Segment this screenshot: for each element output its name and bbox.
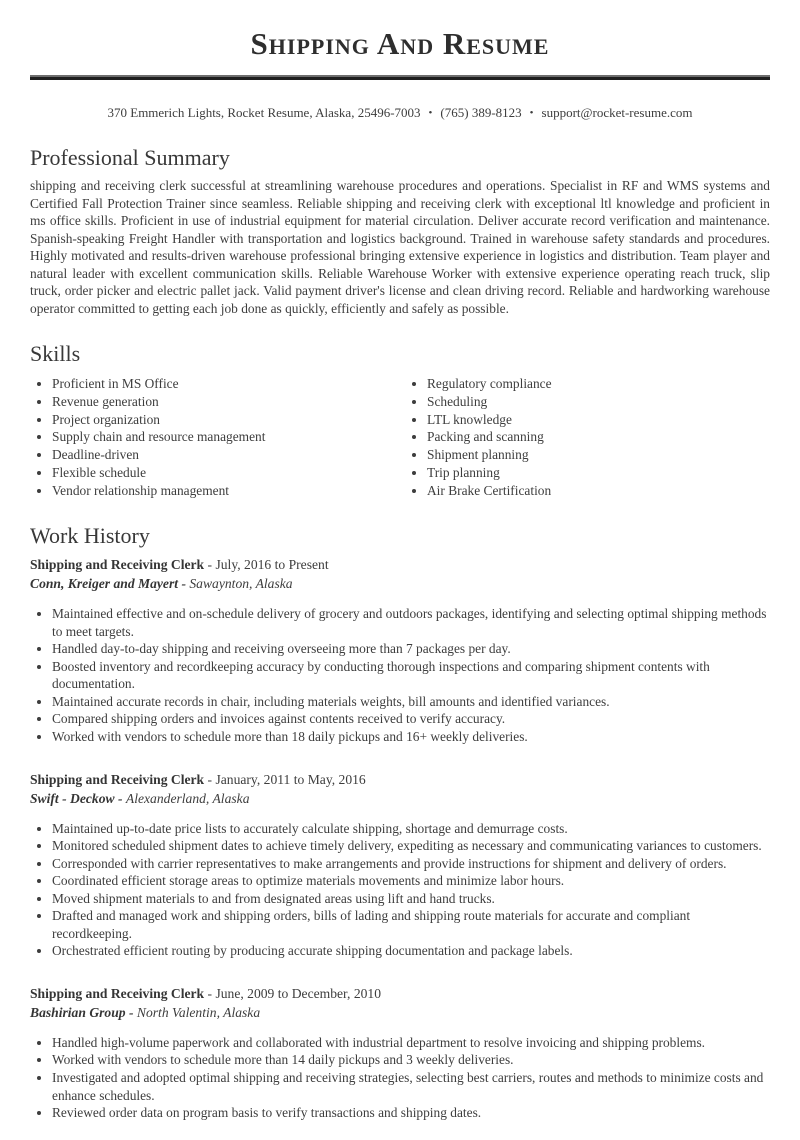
job-company-line xyxy=(30,791,770,807)
job-title-line xyxy=(30,557,770,573)
job-title-separator: - xyxy=(204,771,216,787)
dot-separator-icon: • xyxy=(428,107,433,119)
job-company-separator: - xyxy=(114,790,126,806)
job-bullet: • Handled high-volume paperwork and collaborated with industrial department to resolve invoicing and shipping problems. xyxy=(52,1034,770,1052)
resume-header xyxy=(30,26,770,121)
job-bullet-list xyxy=(30,820,770,960)
contact-email: support@rocket-resume.com xyxy=(541,105,693,120)
contact-address: 370 Emmerich Lights, Rocket Resume, Alaska, 25496-7003 xyxy=(107,105,421,120)
job-dates: June, 2009 to December, 2010 xyxy=(215,985,382,1001)
job-bullet-list xyxy=(30,605,770,745)
job-title-line xyxy=(30,772,770,788)
job-dates: January, 2011 to May, 2016 xyxy=(215,771,366,787)
job-dates: July, 2016 to Present xyxy=(215,557,329,573)
job-entry xyxy=(30,986,770,1122)
skills-list-left xyxy=(30,375,405,499)
job-title-line xyxy=(30,986,770,1002)
skills-section xyxy=(30,341,770,499)
skill-item: • Air Brake Certification xyxy=(427,482,770,500)
dot-separator-icon: • xyxy=(529,107,534,119)
job-company-separator: - xyxy=(125,1004,137,1020)
skills-columns xyxy=(30,375,770,499)
job-bullet: • Handled day-to-day shipping and receiving overseeing more than 7 packages per day. xyxy=(52,640,770,658)
jobs-container xyxy=(30,557,770,1121)
skill-item: • Supply chain and resource management xyxy=(52,428,405,446)
job-title: Shipping and Receiving Clerk xyxy=(30,771,205,787)
skill-item: • Regulatory compliance xyxy=(427,375,770,393)
skill-item: • Flexible schedule xyxy=(52,464,405,482)
job-title: Shipping and Receiving Clerk xyxy=(30,557,205,573)
job-entry xyxy=(30,772,770,960)
job-bullet: • Corresponded with carrier representatives to make arrangements and provide instructions for shipment and delivery of orders. xyxy=(52,855,770,873)
job-bullet: • Maintained effective and on-schedule delivery of grocery and outdoors packages, identifying and selecting optimal shipping methods to meet targets. xyxy=(52,605,770,640)
job-bullet: • Maintained up-to-date price lists to accurately calculate shipping, shortage and demurrage costs. xyxy=(52,820,770,838)
summary-text: shipping and receiving clerk successful at streamlining warehouse procedures and operations. Specialist in RF and WMS systems and Certified Fall Protection Trainer since seamless. Reliable shipping and receiving clerk with exceptional ltl knowledge and proficient in ms office skills. Proficient in use of industrial equipment for material circulation. Deliver accurate record verification and maintenance. Spanish-speaking Freight Handler with transportation and logistics background. Trained in warehouse safety standards and procedures. Highly motivated and results-driven warehouse professional bringing extensive experience in logistics and distribution. Team player and natural leader with excellent communication skills. Reliable Warehouse Worker with extensive experience operating reach truck, slip truck, order picker and electric pallet jack. Valid payment driver's license and clean driving record. Reliable and hardworking warehouse operator committed to getting each job done as quickly, efficiently and safely as possible. xyxy=(30,178,770,316)
work-history-section xyxy=(30,523,770,1121)
job-title: Shipping and Receiving Clerk xyxy=(30,985,205,1001)
skill-item: • LTL knowledge xyxy=(427,411,770,429)
skill-item: • Packing and scanning xyxy=(427,428,770,446)
job-bullet: • Moved shipment materials to and from designated areas using lift and hand trucks. xyxy=(52,890,770,908)
job-company-line xyxy=(30,576,770,592)
contact-line xyxy=(30,105,770,121)
summary-heading: Professional Summary xyxy=(30,145,230,170)
header-divider-rule xyxy=(30,75,770,80)
job-bullet: • Coordinated efficient storage areas to optimize materials movements and minimize labor hours. xyxy=(52,872,770,890)
job-company: Conn, Kreiger and Mayert xyxy=(30,576,179,592)
job-bullet: • Worked with vendors to schedule more than 18 daily pickups and 16+ weekly deliveries. xyxy=(52,728,770,746)
skill-item: • Revenue generation xyxy=(52,393,405,411)
skills-list-right xyxy=(405,375,770,499)
skills-heading: Skills xyxy=(30,341,81,367)
resume-title: Shipping And Resume xyxy=(250,26,550,61)
job-bullet: • Compared shipping orders and invoices against contents received to verify accuracy. xyxy=(52,710,770,728)
job-bullet: • Drafted and managed work and shipping orders, bills of lading and shipping route materials for accurate and compliant recordkeeping. xyxy=(52,907,770,942)
job-location: North Valentin, Alaska xyxy=(136,1004,261,1020)
skill-item: • Project organization xyxy=(52,411,405,429)
job-bullet: • Maintained accurate records in chair, including materials weights, bill amounts and identified variances. xyxy=(52,693,770,711)
contact-phone: (765) 389-8123 xyxy=(440,105,522,120)
skill-item: • Scheduling xyxy=(427,393,770,411)
job-bullet: • Investigated and adopted optimal shipping and receiving strategies, selecting best carriers, routes and methods to minimize costs and enhance schedules. xyxy=(52,1069,770,1104)
skill-item: • Trip planning xyxy=(427,464,770,482)
work-history-heading: Work History xyxy=(30,523,150,549)
skill-item: • Shipment planning xyxy=(427,446,770,464)
job-bullet: • Monitored scheduled shipment dates to achieve timely delivery, expediting as necessary and communicating variances to customers. xyxy=(52,837,770,855)
job-title-separator: - xyxy=(204,557,216,573)
summary-section xyxy=(30,145,770,317)
job-company-separator: - xyxy=(178,576,190,592)
skill-item: • Vendor relationship management xyxy=(52,482,405,500)
job-title-separator: - xyxy=(204,985,216,1001)
job-bullet: • Worked with vendors to schedule more than 14 daily pickups and 3 weekly deliveries. xyxy=(52,1051,770,1069)
job-bullet: • Boosted inventory and recordkeeping accuracy by conducting thorough inspections and comparing shipment contents with documentation. xyxy=(52,658,770,693)
job-company-line xyxy=(30,1005,770,1021)
job-location: Alexanderland, Alaska xyxy=(125,790,250,806)
skill-item: • Deadline-driven xyxy=(52,446,405,464)
job-company: Swift - Deckow xyxy=(30,790,115,806)
job-bullet: • Reviewed order data on program basis to verify transactions and shipping dates. xyxy=(52,1104,770,1122)
job-location: Sawaynton, Alaska xyxy=(189,576,293,592)
job-bullet: • Orchestrated efficient routing by producing accurate shipping documentation and package labels. xyxy=(52,942,770,960)
job-company: Bashirian Group xyxy=(30,1004,126,1020)
skill-item: • Proficient in MS Office xyxy=(52,375,405,393)
job-bullet-list xyxy=(30,1034,770,1122)
job-entry xyxy=(30,557,770,745)
